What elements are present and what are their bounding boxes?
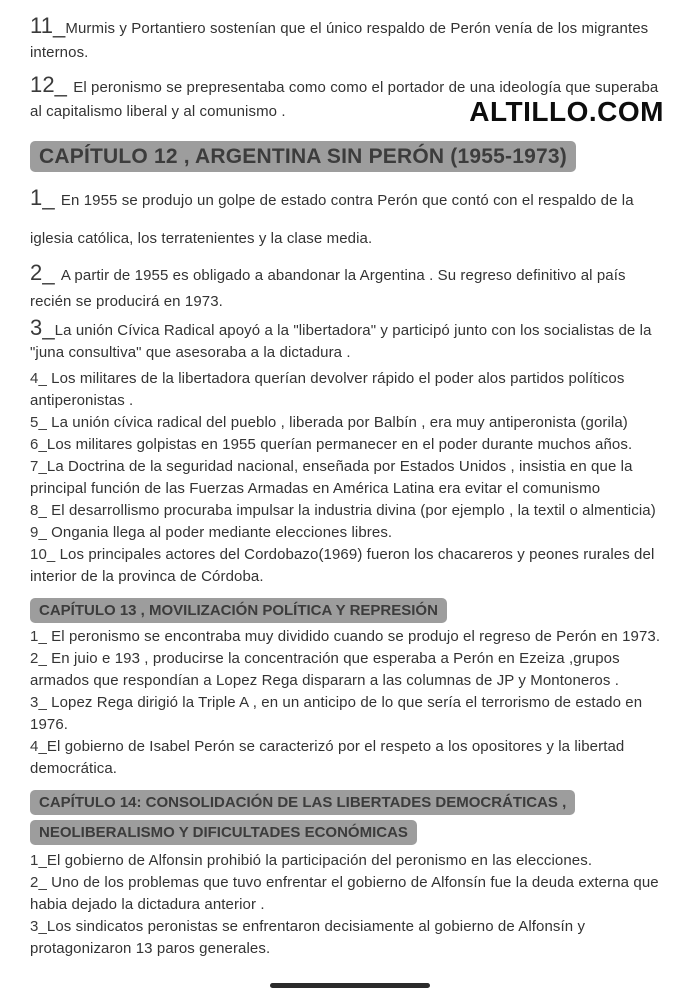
item-text: La unión cívica radical del pueblo , liberada por Balbín , era muy antiperonista (gorila) — [51, 414, 628, 431]
item-number: 4_ — [30, 738, 47, 755]
item-text: El peronismo se prepresentaba como como el portador de una ideología que superaba al capitalismo liberal y al comunismo . — [30, 79, 659, 120]
note-item — [30, 692, 666, 736]
item-number: 1_ — [30, 628, 52, 645]
note-item — [30, 434, 666, 456]
item-text: En juio e 193 , producirse la concentración que esperaba a Perón en Ezeiza ,grupos armados que respondían a Lopez Rega dispararn a las columnas de JP y Montoneros . — [30, 650, 620, 689]
note-item — [30, 544, 666, 588]
item-number: 5_ — [30, 414, 52, 431]
item-number: 1_ — [30, 852, 47, 869]
item-number: 7_ — [30, 458, 47, 475]
note-item — [30, 260, 666, 315]
item-text: Los sindicatos peronistas se enfrentaron decisiamente al gobierno de Alfonsín y protagonizaron 13 paros generales. — [30, 918, 586, 957]
note-item — [30, 456, 666, 500]
item-text: Los militares de la libertadora querían devolver rápido el poder alos partidos políticos antiperonistas . — [30, 370, 625, 409]
item-number: 1_ — [30, 185, 61, 210]
chapter-heading — [30, 786, 666, 846]
item-text: La Doctrina de la seguridad nacional, enseñada por Estados Unidos , insistia en que la principal función de las Fuerzas Armadas en América Latina era evitar el comunismo — [30, 458, 633, 497]
item-number: 12_ — [30, 72, 74, 97]
item-text: El gobierno de Alfonsin prohibió la participación del peronismo en las elecciones. — [46, 852, 593, 869]
item-number: 9_ — [30, 524, 52, 541]
chapter-items — [30, 179, 666, 588]
note-item — [30, 872, 666, 916]
chapter-sections — [30, 140, 666, 960]
note-item — [30, 648, 666, 692]
chapter-section — [30, 140, 666, 588]
item-text: Los militares golpistas en 1955 querían permanecer en el poder durante muchos años. — [46, 436, 633, 453]
item-text: Uno de los problemas que tuvo enfrentar el gobierno de Alfonsín fue la deuda externa que habia dejado la dictadura anterior . — [30, 874, 659, 913]
item-text: Los principales actores del Cordobazo(1969) fueron los chacareros y peones rurales del interior de la provinca de Córdoba. — [30, 546, 655, 585]
item-number: 2_ — [30, 260, 61, 285]
item-text: A partir de 1955 es obligado a abandonar la Argentina . Su regreso definitivo al país recién se producirá en 1973. — [30, 267, 626, 310]
note-item — [30, 14, 666, 65]
note-item — [30, 522, 666, 544]
chapter-heading-highlight: CAPÍTULO 14: CONSOLIDACIÓN DE LAS LIBERTADES DEMOCRÁTICAS , NEOLIBERALISMO Y DIFICULTADES ECONÓMICAS — [30, 790, 575, 845]
item-text: La unión Cívica Radical apoyó a la "libertadora" y participó junto con los socialistas de la "juna consultiva" que asesoraba a la dictadura . — [30, 322, 652, 361]
note-item — [30, 626, 666, 648]
item-number: 3_ — [30, 694, 52, 711]
item-number: 3_ — [30, 918, 47, 935]
note-item — [30, 179, 666, 258]
item-text: El peronismo se encontraba muy dividido cuando se produjo el regreso de Perón en 1973. — [51, 628, 661, 645]
item-text: Murmis y Portantiero sostenían que el único respaldo de Perón venía de los migrantes internos. — [30, 20, 649, 61]
home-indicator-bar[interactable] — [270, 983, 430, 988]
item-number: 2_ — [30, 874, 52, 891]
chapter-heading-highlight: CAPÍTULO 13 , MOVILIZACIÓN POLÍTICA Y REPRESIÓN — [30, 598, 447, 623]
site-watermark: ALTILLO.COM — [469, 96, 664, 127]
chapter-items — [30, 850, 666, 960]
item-text: Ongania llega al poder mediante elecciones libres. — [51, 524, 393, 541]
item-number: 3_ — [30, 315, 55, 340]
chapter-section — [30, 786, 666, 960]
item-number: 6_ — [30, 436, 47, 453]
document-body — [30, 14, 666, 960]
chapter-heading — [30, 594, 666, 624]
item-text: El gobierno de Isabel Perón se caracterizó por el respeto a los opositores y la libertad democrática. — [30, 738, 625, 777]
item-text: En 1955 se produjo un golpe de estado contra Perón que contó con el respaldo de la iglesia católica, los terratenientes y la clase media. — [30, 192, 634, 247]
item-number: 8_ — [30, 502, 52, 519]
item-number: 11_ — [30, 13, 66, 38]
chapter-section — [30, 594, 666, 780]
item-number: 4_ — [30, 370, 52, 387]
chapter-heading-highlight: CAPÍTULO 12 , ARGENTINA SIN PERÓN (1955-1973) — [30, 141, 576, 172]
item-number: 2_ — [30, 650, 52, 667]
note-item — [30, 500, 666, 522]
item-text: Lopez Rega dirigió la Triple A , en un anticipo de lo que sería el terrorismo de estado en 1976. — [30, 694, 643, 733]
note-item — [30, 368, 666, 412]
item-number: 10_ — [30, 546, 60, 563]
note-item — [30, 317, 666, 364]
note-item — [30, 916, 666, 960]
note-item — [30, 850, 666, 872]
chapter-heading — [30, 140, 666, 173]
note-item — [30, 736, 666, 780]
note-item — [30, 412, 666, 434]
chapter-items — [30, 626, 666, 780]
item-text: El desarrollismo procuraba impulsar la industria divina (por ejemplo , la textil o almenticia) — [51, 502, 656, 519]
